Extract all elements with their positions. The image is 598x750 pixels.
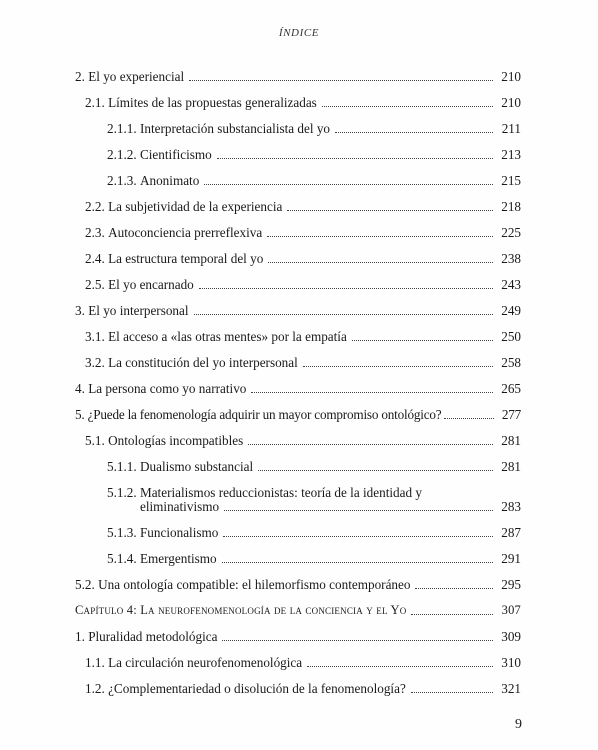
toc-entry-page: 249 — [501, 303, 521, 318]
dot-leader — [411, 608, 493, 615]
dot-leader — [307, 660, 493, 667]
toc-entry-title: La persona como yo narrativo — [88, 381, 247, 396]
toc-entry-title: Autoconciencia prerreflexiva — [108, 225, 263, 240]
toc-entry-page: 307 — [501, 603, 521, 617]
toc-entry-number: 3. — [75, 303, 85, 318]
toc-entry-page: 283 — [501, 499, 521, 514]
toc-entry-number: 1.2. — [85, 681, 105, 696]
toc-entry — [107, 459, 521, 474]
toc-entry-title: El yo encarnado — [108, 277, 194, 292]
dot-leader — [352, 334, 493, 341]
toc-entry-title: Una ontología compatible: el hilemorfismo contemporáneo — [98, 577, 411, 592]
dot-leader — [248, 438, 493, 445]
toc-entry-page: 258 — [501, 355, 521, 370]
toc-entry-title: El acceso a «las otras mentes» por la empatía — [108, 329, 347, 344]
toc-entry-number: 2.4. — [85, 251, 105, 266]
toc-entry — [85, 199, 521, 214]
dot-leader — [223, 530, 493, 537]
toc-entry — [107, 147, 521, 162]
toc-entry-page: 265 — [501, 381, 521, 396]
dot-leader — [222, 634, 493, 641]
toc-entry-page: 243 — [501, 277, 521, 292]
toc-entry-page: 321 — [501, 681, 521, 696]
toc-entry-title: El yo interpersonal — [88, 303, 189, 318]
toc-entry-number: 4. — [75, 381, 85, 396]
toc-entry — [75, 381, 521, 396]
toc-entry-number: 2.1.3. — [107, 173, 137, 188]
toc-entry — [107, 173, 521, 188]
toc-entry — [85, 225, 521, 240]
toc-entry-title-continued: eliminativismo — [139, 499, 220, 514]
dot-leader — [258, 464, 493, 471]
dot-leader — [444, 412, 494, 419]
toc-entry-page: 238 — [501, 251, 521, 266]
dot-leader — [415, 582, 493, 589]
toc-entry-number: 2.2. — [85, 199, 105, 214]
toc-entry-page: 215 — [501, 173, 521, 188]
dot-leader — [287, 204, 493, 211]
toc-entry-number: 2.1.1. — [107, 121, 137, 136]
toc-entry — [85, 95, 521, 110]
toc-entry-page: 295 — [501, 577, 521, 592]
toc-entry-number: 2.5. — [85, 277, 105, 292]
toc-entry-number: 2.1.2. — [107, 147, 137, 162]
toc-entry-number: 1.1. — [85, 655, 105, 670]
toc-entry-title: ¿Complementariedad o disolución de la fenomenología? — [108, 681, 406, 696]
toc-entry-title: Pluralidad metodológica — [88, 629, 218, 644]
toc-entry — [85, 655, 521, 670]
toc-entry-title: Cientificismo — [139, 147, 212, 162]
dot-leader — [199, 282, 493, 289]
running-head: ÍNDICE — [278, 27, 320, 39]
toc-entry-page: 287 — [501, 525, 521, 540]
toc-entry — [85, 329, 521, 344]
toc-entry-title: Interpretación substancialista del yo — [139, 121, 331, 136]
toc-entry-number: 2.1. — [85, 95, 105, 110]
dot-leader — [194, 308, 493, 315]
dot-leader — [268, 256, 493, 263]
toc-entry-number: 2.3. — [85, 225, 105, 240]
toc-entry — [107, 551, 521, 566]
toc-entry-title: Dualismo substancial — [139, 459, 254, 474]
toc-entry-title: Límites de las propuestas generalizadas — [108, 95, 317, 110]
dot-leader — [189, 74, 493, 81]
toc-entry-title: La circulación neurofenomenológica — [108, 655, 303, 670]
toc-entry-page: 281 — [501, 459, 521, 474]
dot-leader — [411, 686, 493, 693]
toc-entry-number: 5.1. — [85, 433, 105, 448]
toc-entry-number: 5.1.4. — [107, 551, 137, 566]
toc-entry-page: 277 — [501, 407, 521, 422]
toc-entry-page: 291 — [501, 551, 521, 566]
toc-entry-page: 210 — [501, 95, 521, 110]
toc-entry-page: 210 — [501, 69, 521, 84]
dot-leader — [303, 360, 493, 367]
toc-chapter-title: Capítulo 4: La neurofenomenología de la conciencia y el Yo — [75, 603, 407, 617]
toc-entry — [85, 433, 521, 448]
toc-entry-number: 3.1. — [85, 329, 105, 344]
toc-entry-title: La subjetividad de la experiencia — [108, 199, 283, 214]
toc-entry-number: 5.1.1. — [107, 459, 137, 474]
toc-entry-number: 1. — [75, 629, 85, 644]
toc-entry — [85, 277, 521, 292]
page-number: 9 — [515, 717, 522, 732]
dot-leader — [222, 556, 493, 563]
dot-leader — [204, 178, 493, 185]
toc-entry — [85, 681, 521, 696]
toc-entry — [75, 629, 521, 644]
toc-entry-page: 309 — [501, 629, 521, 644]
toc-entry-page: 225 — [501, 225, 521, 240]
toc-entry-title: El yo experiencial — [88, 69, 185, 84]
toc-chapter-entry — [75, 603, 521, 618]
toc-entry-page: 211 — [501, 121, 521, 136]
toc-entry — [75, 69, 521, 84]
toc-entry-number: 2. — [75, 69, 85, 84]
toc-entry-page: 213 — [501, 147, 521, 162]
toc-entry — [75, 407, 521, 422]
toc-entry-title: Materialismos reduccionistas: teoría de la identidad y — [139, 485, 422, 500]
toc-entry — [75, 303, 521, 318]
toc-entry — [107, 121, 521, 136]
dot-leader — [322, 100, 493, 107]
toc-entry-page: 281 — [501, 433, 521, 448]
dot-leader — [224, 504, 493, 511]
toc-entry — [75, 577, 521, 592]
toc-entry-number: 3.2. — [85, 355, 105, 370]
toc-entry-title: Ontologías incompatibles — [108, 433, 244, 448]
dot-leader — [335, 126, 493, 133]
toc-entry — [107, 525, 521, 540]
dot-leader — [267, 230, 493, 237]
toc-entry-page: 250 — [501, 329, 521, 344]
toc-entry-title: La estructura temporal del yo — [108, 251, 264, 266]
toc-entry-title: Funcionalismo — [139, 525, 219, 540]
toc-entry-title: Anonimato — [139, 173, 200, 188]
toc-entry — [85, 251, 521, 266]
toc-entry-title: La constitución del yo interpersonal — [108, 355, 298, 370]
toc-entry-number: 5.2. — [75, 577, 95, 592]
toc-entry-title: ¿Puede la fenomenología adquirir un mayor compromiso ontológico? — [87, 407, 442, 422]
toc-entry — [107, 485, 521, 514]
toc-entry — [85, 355, 521, 370]
dot-leader — [251, 386, 493, 393]
toc-entry-number: 5.1.2. — [107, 485, 137, 500]
toc-entry-page: 218 — [501, 199, 521, 214]
toc-entry-page: 310 — [501, 655, 521, 670]
dot-leader — [217, 152, 493, 159]
toc-entry-number: 5.1.3. — [107, 525, 137, 540]
toc-entry-title: Emergentismo — [139, 551, 217, 566]
toc-entry-number: 5. — [75, 407, 85, 422]
